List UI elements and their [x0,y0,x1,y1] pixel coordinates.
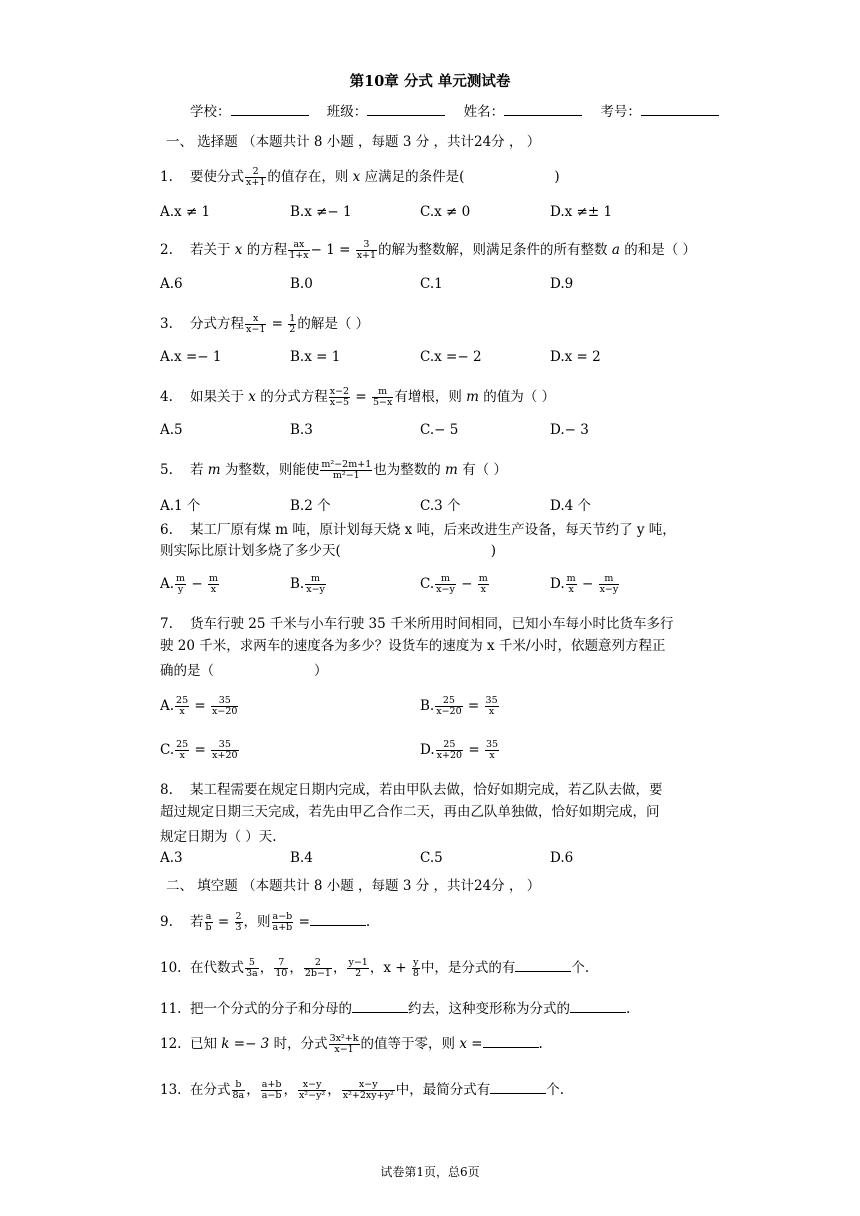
option-a[interactable]: A.5 [160,422,183,438]
question-5: 5. 若 m 为整数，则能使 $\frac{\text{m²−2m+1}}{\text{m²−1}}$ 也为整数的 m 有（ ） [160,459,507,481]
option-a[interactable]: A.3 [160,850,183,866]
option-b[interactable]: B.x = 1 [290,349,341,365]
option-c[interactable]: C.x =− 2 [420,349,482,365]
school-blank[interactable] [231,103,309,116]
answer-blank[interactable] [352,1000,408,1013]
answer-blank[interactable] [490,1081,546,1094]
question-8-line2: 超过规定日期三天完成，若先由甲乙合作二天，再由乙队单独做，恰好如期完成，问 [160,804,660,820]
question-6: 6. 某工厂原有煤 m 吨，原计划每天烧 x 吨，后来改进生产设备，每天节约了 y 吨， [160,522,676,538]
question-7: 7. 货车行驶 25 千米与小车行驶 35 千米所用时间相同，已知小车每小时比货车多行 [160,616,674,632]
student-info-row [190,100,733,120]
school-label: 学校： [190,104,231,120]
question-3: 3. 分式方程 $\frac{x}{x-1}$ = $\frac{1}{2}$ 的解是（ ） [160,313,370,335]
option-c[interactable]: C.1 [420,276,443,292]
option-b[interactable]: B. $\frac{25}{x-20}$ = $\frac{35}{x}$ [420,695,498,717]
name-blank[interactable] [504,103,582,116]
question-8: 8. 某工程需要在规定日期内完成，若由甲队去做，恰好如期完成，若乙队去做，要 [160,782,663,798]
option-b[interactable]: B.2 个 [290,498,331,514]
option-d[interactable]: D.x = 2 [550,349,601,365]
option-c[interactable]: C.3 个 [420,498,461,514]
class-label: 班级： [326,104,368,120]
option-b[interactable]: B. $\frac{m}{x-y}$ [290,573,325,595]
question-8-line3: 规定日期为（ ）天. [160,829,277,845]
option-b[interactable]: B.x ≠− 1 [290,204,352,220]
option-c[interactable]: C.− 5 [420,422,459,438]
option-d[interactable]: D.4 个 [550,498,592,514]
question-11: 11. 把一个分式的分子和分母的 约去，这种变形称为分式的 . [160,1001,631,1017]
option-d[interactable]: D.9 [550,276,574,292]
question-7-line2: 驶 20 千米，求两车的速度各为多少？设货车的速度为 x 千米/小时，依题意列方程正 [160,638,666,654]
option-c[interactable]: C. $\frac{m}{x-y}$ − $\frac{m}{x}$ [420,573,488,595]
page-title: 第10章 分式 单元测试卷 [349,73,511,90]
option-a[interactable]: A.x ≠ 1 [160,204,211,220]
option-c[interactable]: C.x ≠ 0 [420,204,471,220]
option-a[interactable]: A. $\frac{m}{y}$ − $\frac{m}{x}$ [160,573,218,595]
question-1: 1. 要使分式 $\frac{2}{x+1}$ 的值存在，则 x 应满足的条件是( ) [160,166,560,188]
question-9: 9. 若 $\frac{a}{b}$ = $\frac{2}{3}$ ，则 $\frac{a-b}{a+b}$ = . [160,911,371,933]
option-d[interactable]: D. $\frac{m}{x}$ − $\frac{m}{x-y}$ [550,573,619,595]
question-2: 2. 若关于 x 的方程 $\frac{ax}{1+x}$ − 1 = $\frac{3}{x+1}$ 的解为整数解，则满足条件的所有整数 a 的和是（ ） [160,239,697,261]
option-d[interactable]: D.x ≠± 1 [550,204,613,220]
option-c[interactable]: C. $\frac{25}{x}$ = $\frac{35}{x+20}$ [160,739,238,761]
option-a[interactable]: A.x =− 1 [160,349,222,365]
option-d[interactable]: D.6 [550,850,574,866]
exam-no-label: 考号： [600,104,641,120]
fraction: $\frac{2}{x+1}$ [246,166,266,188]
question-6-line2: 则实际比原计划多烧了多少天( ) [160,543,497,559]
question-4: 4. 如果关于 x 的分式方程 $\frac{x-2}{x-5}$ = $\frac{m}{5-x}$ 有增根，则 m 的值为（ ） [160,386,556,408]
question-13: 13. 在分式 $\frac{b}{8a}$ ， $\frac{a+b}{a-b}$ ， $\frac{x-y}{\text{x²−y²}}$ ， $\frac{x-y}{\text{x²+2xy+y²}}$ 中，最简分式有 个. [160,1079,565,1101]
section-heading-choice: 一、 选择题 （本题共计 8 小题 ，每题 3 分 ，共计24分 ， ） [166,134,541,150]
exam-no-blank[interactable] [641,103,719,116]
option-b[interactable]: B.3 [290,422,313,438]
question-12: 12. 已知 k =− 3 时，分式 $\frac{\text{3x²+k}}{x-1}$ 的值等于零，则 x = . [160,1033,543,1055]
option-d[interactable]: D. $\frac{25}{x+20}$ = $\frac{35}{x}$ [420,739,499,761]
answer-blank[interactable] [310,913,366,926]
question-10: 10. 在代数式 $\frac{5}{3a}$ ， $\frac{7}{10}$ ， $\frac{2}{2b-1}$ ， $\frac{y-1}{2}$ ，x + $\frac{y}{8}$ 中，是分式的有 个. [160,957,590,979]
option-b[interactable]: B.0 [290,276,313,292]
answer-blank[interactable] [570,1000,626,1013]
page-footer: 试卷第1页，总6页 [380,1165,480,1179]
option-a[interactable]: A.6 [160,276,183,292]
answer-blank[interactable] [515,959,571,972]
section-heading-fill: 二、 填空题 （本题共计 8 小题 ，每题 3 分 ，共计24分 ， ） [166,878,541,894]
option-a[interactable]: A. $\frac{25}{x}$ = $\frac{35}{x-20}$ [160,695,238,717]
option-a[interactable]: A.1 个 [160,498,201,514]
question-7-line3: 确的是（ ） [160,663,328,679]
answer-blank[interactable] [483,1035,539,1048]
option-b[interactable]: B.4 [290,850,313,866]
option-c[interactable]: C.5 [420,850,443,866]
name-label: 姓名： [463,104,505,120]
option-d[interactable]: D.− 3 [550,422,589,438]
class-blank[interactable] [367,103,445,116]
